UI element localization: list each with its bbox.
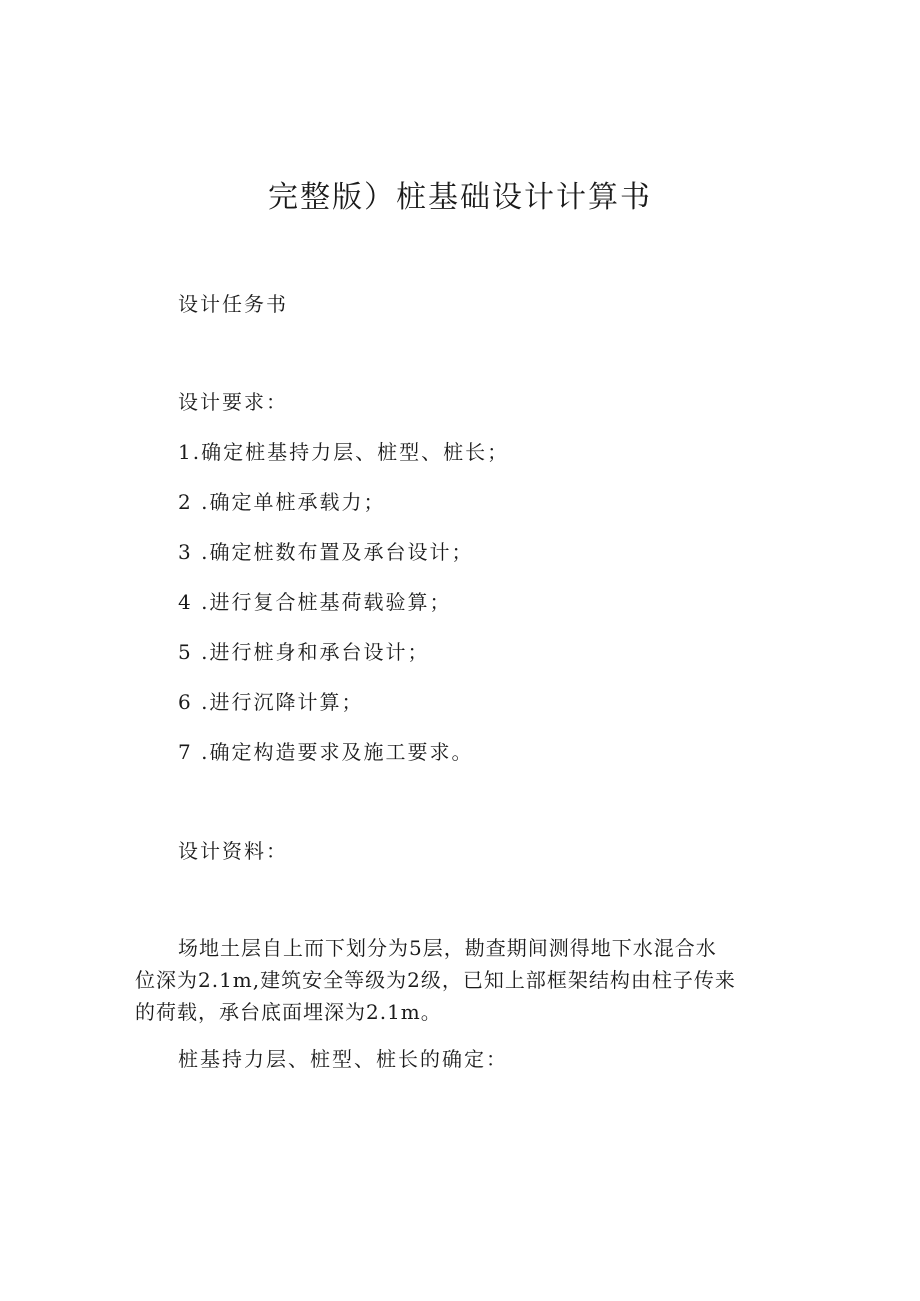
requirement-item bbox=[178, 438, 509, 466]
requirements-heading: 设计要求： bbox=[178, 390, 288, 414]
requirement-text: 进行桩身和承台设计； bbox=[209, 640, 430, 664]
requirement-item bbox=[178, 538, 473, 566]
requirement-item bbox=[178, 688, 363, 716]
requirement-item bbox=[178, 638, 429, 666]
requirement-item bbox=[178, 488, 385, 516]
requirement-text: 进行沉降计算； bbox=[209, 690, 364, 714]
document-title: 完整版）桩基础设计计算书 bbox=[268, 180, 652, 215]
requirement-number: 3 . bbox=[178, 540, 210, 564]
section-task-heading: 设计任务书 bbox=[178, 292, 288, 316]
paragraph-line: 的荷载，承台底面埋深为2.1m。 bbox=[135, 1000, 442, 1024]
data-heading: 设计资料： bbox=[178, 839, 288, 863]
requirement-number: 2 . bbox=[178, 490, 210, 514]
paragraph-line: 位深为2.1m,建筑安全等级为2级，已知上部框架结构由柱子传来 bbox=[135, 968, 736, 992]
requirement-text: 确定桩基持力层、桩型、桩长； bbox=[201, 440, 510, 464]
requirement-item bbox=[178, 738, 473, 766]
requirement-text: 确定单桩承载力； bbox=[209, 490, 386, 514]
requirement-item bbox=[178, 588, 451, 616]
requirement-text: 确定构造要求及施工要求。 bbox=[209, 740, 474, 764]
requirement-number: 1. bbox=[178, 440, 202, 464]
site-description-paragraph bbox=[135, 932, 795, 1028]
paragraph-line: 场地土层自上而下划分为5层，勘查期间测得地下水混合水 bbox=[178, 936, 717, 960]
requirement-number: 6 . bbox=[178, 690, 210, 714]
requirement-number: 5 . bbox=[178, 640, 210, 664]
requirement-number: 4 . bbox=[178, 590, 210, 614]
requirement-text: 确定桩数布置及承台设计； bbox=[209, 540, 474, 564]
requirement-text: 进行复合桩基荷载验算； bbox=[209, 590, 452, 614]
pile-bearing-layer-subheading: 桩基持力层、桩型、桩长的确定： bbox=[178, 1047, 508, 1071]
requirement-number: 7 . bbox=[178, 740, 210, 764]
